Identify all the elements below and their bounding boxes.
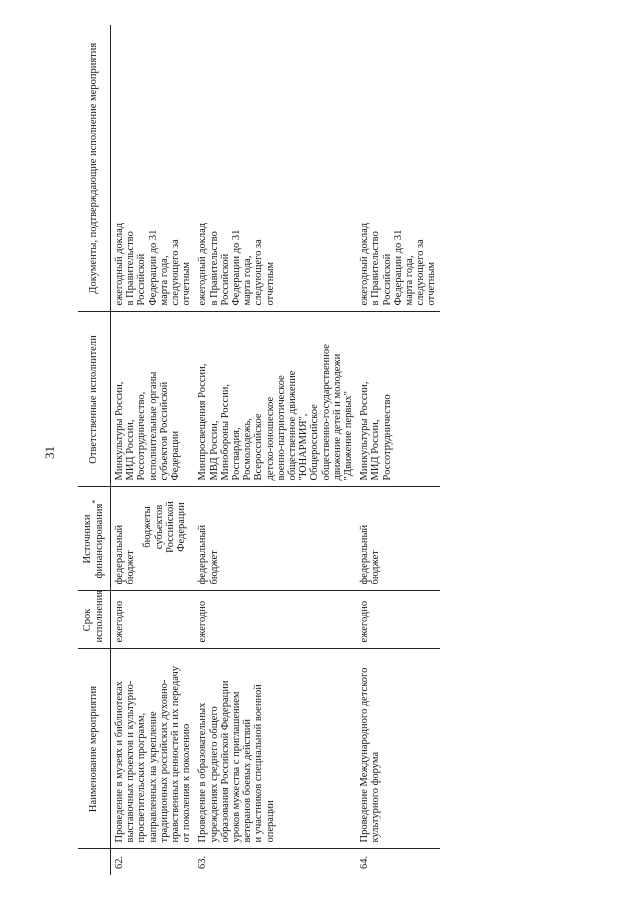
measure-name: Проведение в музеях и библиотеках выставочных проектов и культурно- просветительских программ, направленных на укрепление традиционных российских духовно- нравственных ценностей и их передачу от поколения к поколению <box>111 649 195 849</box>
header-funding <box>78 487 111 591</box>
table-row <box>111 25 195 875</box>
measures-table <box>78 25 440 875</box>
header-name: Наименование мероприятия <box>78 649 111 849</box>
measure-funding <box>111 487 195 591</box>
documents-text: ежегодный доклад в Правительство Российской Федерации до 31 марта года, следующего за отчетным <box>114 222 193 306</box>
measure-term: ежегодно <box>194 591 356 649</box>
measure-executors: Минпросвещения России, МВД России, Минобороны России, Росгвардия, Росмолодежь, Всероссийское детско-юношеское военно-патриотическое общественное движение "ЮНАРМИЯ", Общероссийское общественно-государственное движение детей и молодежи "Движение первых" <box>194 312 356 487</box>
measure-executors: Минкультуры России, МИД России, Россотрудничество, исполнительные органы субъектов Российской Федерации <box>111 312 195 487</box>
measure-documents <box>356 25 439 312</box>
table-row <box>194 25 356 875</box>
measure-documents <box>194 25 356 312</box>
row-number: 63. <box>197 855 209 869</box>
row-number: 62. <box>114 855 125 869</box>
row-number: 64. <box>359 855 371 869</box>
measure-documents <box>111 25 195 312</box>
header-funding-label: Источники финансирования <box>82 503 105 579</box>
documents-text: ежегодный доклад в Правительство Российской Федерации до 31 марта года, следующего за отчетным <box>359 222 438 306</box>
footnote-mark: * <box>90 499 100 504</box>
measure-funding <box>356 487 439 591</box>
measure-funding <box>194 487 356 591</box>
header-term: Срок исполнения <box>78 591 111 649</box>
funding-source: федеральный бюджет <box>114 524 137 585</box>
table-header-row <box>78 25 111 875</box>
table-row <box>356 25 439 875</box>
documents-text: ежегодный доклад в Правительство Российской Федерации до 31 марта года, следующего за отчетным <box>197 222 276 306</box>
funding-source: федеральный бюджет <box>197 524 220 585</box>
page-number: 31 <box>42 446 57 459</box>
funding-source-extra: бюджеты субъектов Российской Федерации <box>142 501 188 553</box>
header-documents: Документы, подтверждающие исполнение мероприятия <box>78 25 111 312</box>
measure-name: Проведение в образовательных учреждениях среднего общего образования Российской Федерации уроков мужества с приглашением ветеранов боевых действий и участников специальной военной операции <box>194 649 356 849</box>
header-number <box>78 849 111 875</box>
measure-executors: Минкультуры России, МИД России, Россотрудничество <box>356 312 439 487</box>
measure-term: ежегодно <box>111 591 195 649</box>
header-executors: Ответственные исполнители <box>78 312 111 487</box>
measure-term: ежегодно <box>356 591 439 649</box>
funding-source: федеральный бюджет <box>359 524 382 585</box>
measure-name: Проведение Международного детского культурного форума <box>356 649 439 849</box>
